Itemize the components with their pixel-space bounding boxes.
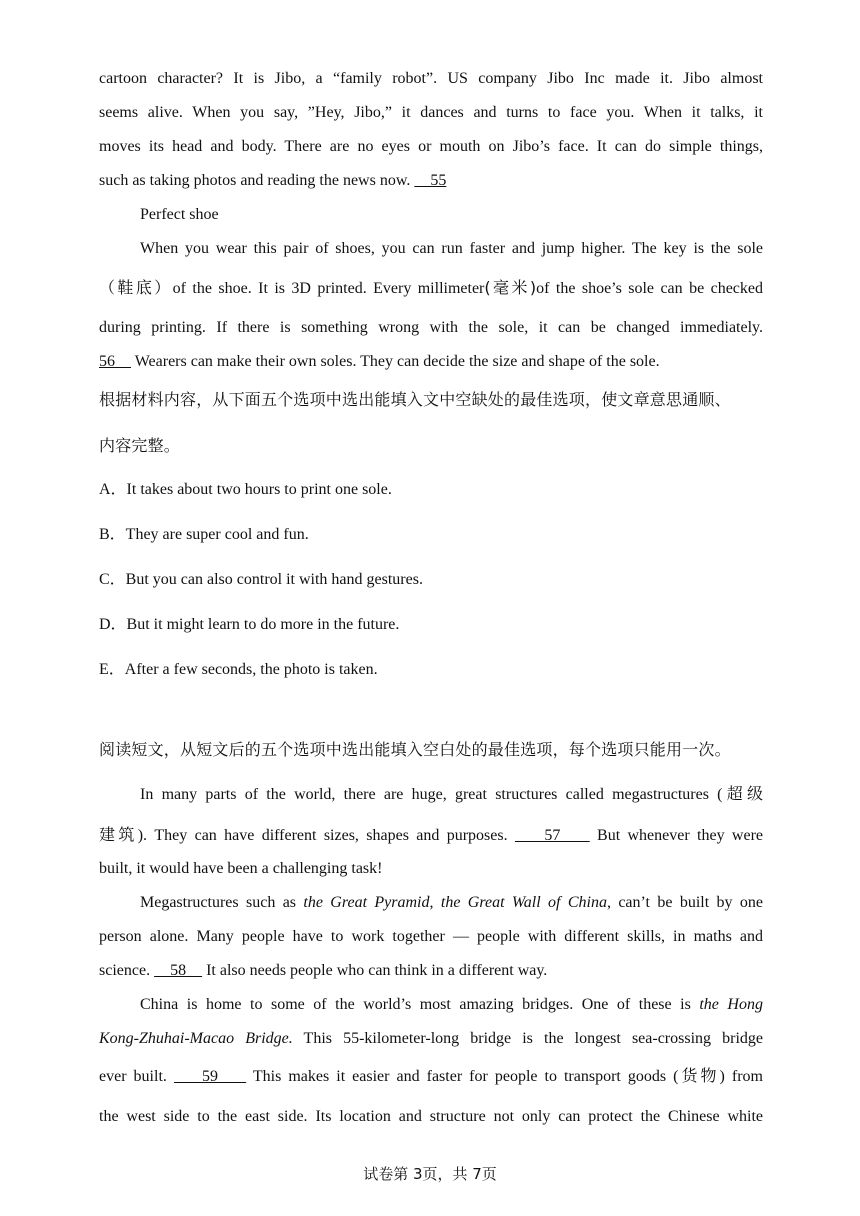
blank-56[interactable]: 56 [99,353,131,370]
paragraph-bridge [99,988,763,1056]
instruction-section-2 [99,728,763,772]
paragraph-shoe-cont [99,266,763,311]
instruction-line: 根据材料内容，从下面五个选项中选出能填入文中空缺处的最佳选项，使文章意思通顺、 [99,390,731,409]
option-a[interactable]: A．It takes about two hours to print one sole. [99,481,392,498]
text-line: When you wear this pair of shoes, you can run faster and jump higher. The key is the sole [140,240,763,257]
option-e[interactable]: E．After a few seconds, the photo is taken. [99,661,378,678]
text-line [99,774,763,815]
chinese-gloss: 货物 [678,1066,720,1085]
text-line: the west side to the east side. Its location and structure not only can protect the Chinese white [99,1108,763,1125]
text-segment: science. [99,962,151,979]
instruction-line: 内容完整。 [99,436,181,455]
text-segment: Kong-Zhuhai-Macao Bridge. [99,1030,293,1047]
paragraph-jibo [99,62,763,198]
blank-55[interactable]: 55 [414,172,447,189]
text-segment: This 55-kilometer-long bridge is the longest sea-crossing bridge [292,1030,763,1047]
text-line [99,815,763,856]
text-segment: , can’t be built by one [606,894,764,911]
paragraph-bridge-cont [99,1056,763,1137]
text-segment: ever built. [99,1068,167,1085]
text-line [99,988,763,1022]
text-line: built, it would have been a challenging task! [99,860,383,877]
text-line [99,164,763,198]
instruction-line: 阅读短文，从短文后的五个选项中选出能填入空白处的最佳选项，每个选项只能用一次。 [99,740,731,759]
blank-59[interactable]: 59 [173,1068,247,1085]
option-d[interactable]: D．But it might learn to do more in the future. [99,616,400,633]
text-segment: ) from [719,1068,764,1085]
chinese-gloss: (毫米) [484,278,537,297]
paragraph-megastructures-1-end [99,852,763,886]
heading-perfect-shoe: Perfect shoe [140,206,219,223]
passage-jibo [99,62,763,379]
text-segment: In many parts of the world, there are huge, great structures called megastructures ( [140,786,723,803]
paragraph-megastructures-2 [99,886,763,988]
text-segment: Wearers can make their own soles. They can decide the size and shape of the sole. [131,353,660,370]
page-footer: 试卷第 3页，共 7页 [363,1165,497,1183]
paragraph-megastructures-1 [99,774,763,856]
text-line [99,1022,763,1056]
text-line: seems alive. When you say, ”Hey, Jibo,” it dances and turns to face you. When it talks, it [99,104,763,121]
text-segment: of the shoe’s sole can be checked [536,280,764,297]
chinese-gloss: 超级 [722,784,763,803]
text-line: person alone. Many people have to work together — people with different skills, in maths and [99,928,763,945]
text-segment: the Great Pyramid [303,894,430,911]
text-line [99,954,763,988]
text-line: moves its head and body. There are no eyes or mouth on Jibo’s face. It can do simple things, [99,138,763,155]
text-segment: China is home to some of the world’s most amazing bridges. One of these is [140,996,700,1013]
text-segment: But whenever they were [589,827,763,844]
instruction-section-1 [99,378,763,468]
passage-megastructures [99,774,763,1137]
text-segment: the Hong [699,996,763,1013]
paragraph-shoe [99,232,763,266]
text-line [99,266,763,311]
text-segment: such as taking photos and reading the news now. [99,172,411,189]
blank-57[interactable]: 57 [514,827,590,844]
text-segment: This makes it easier and faster for people to transport goods ( [246,1068,679,1085]
text-line [99,1056,763,1097]
text-line: during printing. If there is something wrong with the sole, it can be changed immediately. [99,319,763,336]
text-segment: ). They can have different sizes, shapes and purposes. [137,827,508,844]
text-segment: the Great Wall of China [440,894,607,911]
text-segment: of the shoe. It is 3D printed. Every millimeter [172,280,485,297]
blank-58[interactable]: 58 [154,962,203,979]
text-segment: Megastructures such as [140,894,304,911]
text-line [99,345,763,379]
text-line: cartoon character? It is Jibo, a “family robot”. US company Jibo Inc made it. Jibo almost [99,70,763,87]
chinese-gloss: （鞋底） [99,278,173,297]
option-b[interactable]: B．They are super cool and fun. [99,526,309,543]
chinese-gloss: 建筑 [99,825,138,844]
option-c[interactable]: C．But you can also control it with hand gestures. [99,571,423,588]
text-segment: It also needs people who can think in a different way. [202,962,548,979]
text-line [99,886,763,920]
paragraph-shoe-end [99,311,763,379]
text-segment: , [429,894,441,911]
